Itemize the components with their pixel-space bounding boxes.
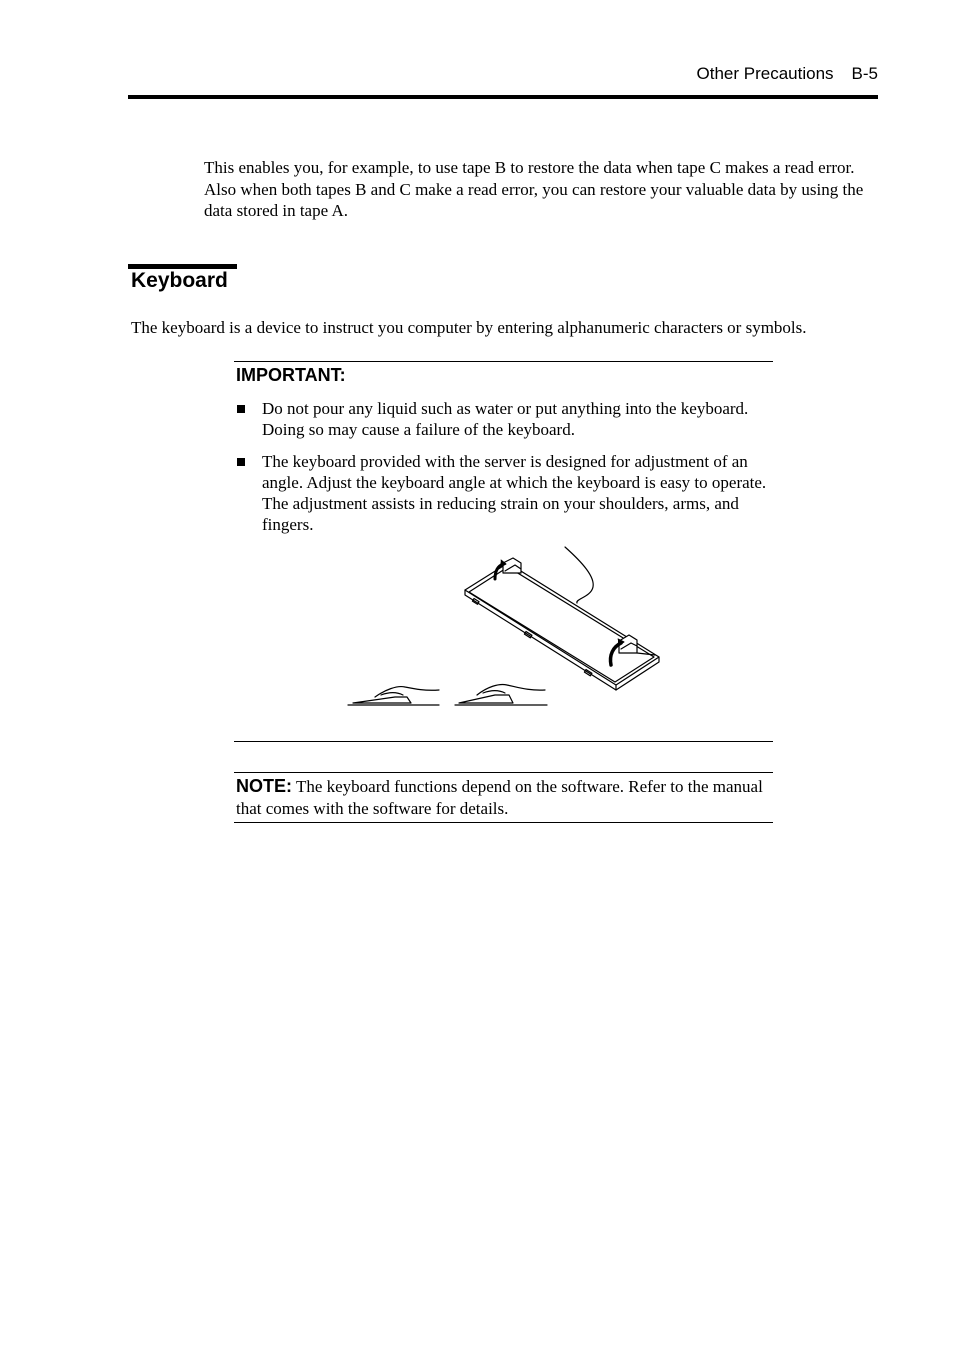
note-bottom-rule [234, 822, 773, 823]
note-text: The keyboard functions depend on the software. Refer to the manual that comes with the software for details. [236, 777, 763, 818]
intro-paragraph: This enables you, for example, to use tape B to restore the data when tape C makes a read error. Also when both tapes B and C make a read error, you can restore your valuable data by using the data stored in tape A. [204, 158, 864, 220]
section-lead: The keyboard is a device to instruct you computer by entering alphanumeric characters or symbols. [131, 318, 807, 337]
header-page-number: B-5 [851, 64, 878, 83]
note-label: NOTE: [236, 776, 292, 796]
list-item [236, 398, 776, 441]
square-bullet-icon [237, 458, 245, 466]
keyboard-illustration [345, 545, 665, 710]
note-box [236, 776, 771, 819]
note-top-rule [234, 772, 773, 773]
bullet-text: The keyboard provided with the server is designed for adjustment of an angle. Adjust the keyboard angle at which the keyboard is easy to operate. The adjustment assists in reducing strain on your shoulders, arms, and fingers. [262, 451, 767, 535]
important-bottom-rule [234, 741, 773, 742]
list-item [236, 451, 776, 536]
header-rule [128, 95, 878, 99]
section-heading: Keyboard [131, 269, 228, 292]
header-section-title: Other Precautions [696, 64, 834, 83]
page-header [128, 64, 878, 88]
important-list [236, 398, 776, 546]
bullet-text: Do not pour any liquid such as water or put anything into the keyboard. Doing so may cause a failure of the keyboard. [262, 399, 749, 440]
square-bullet-icon [237, 405, 245, 413]
important-top-rule [234, 361, 773, 362]
important-title: IMPORTANT: [236, 365, 346, 385]
